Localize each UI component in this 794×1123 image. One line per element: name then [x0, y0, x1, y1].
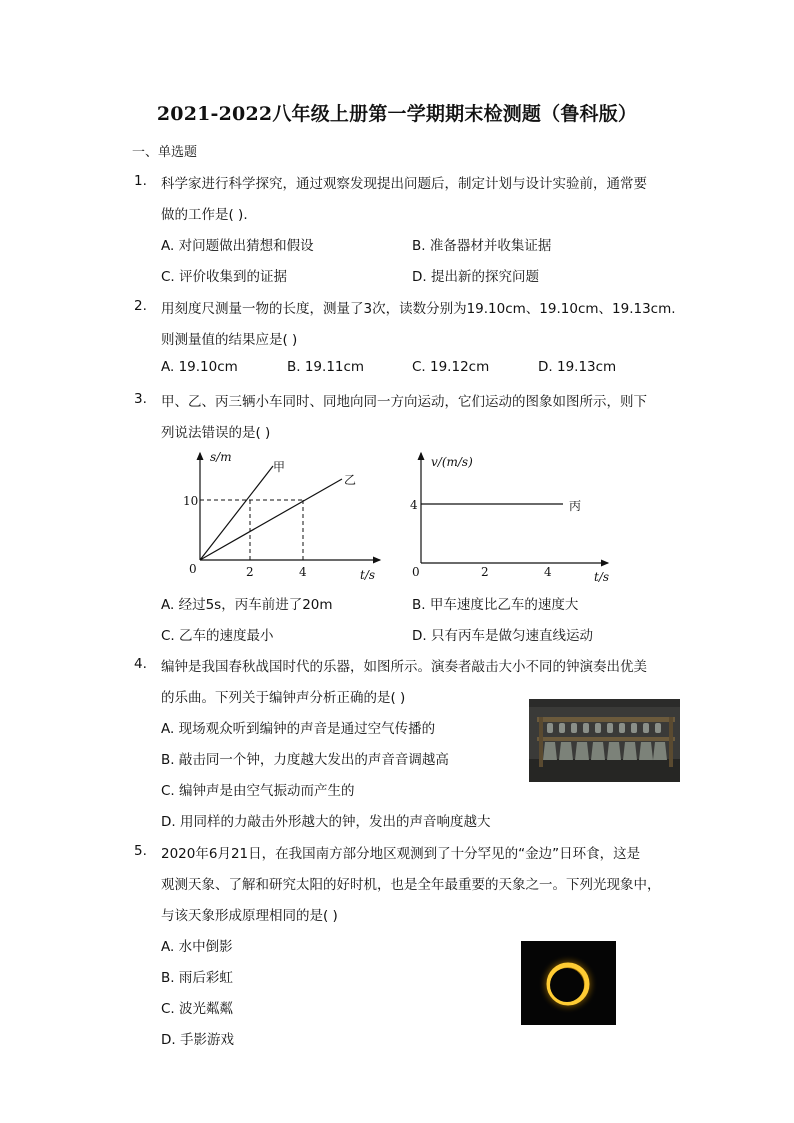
option-b: B. 敲击同一个钟，力度越大发出的声音音调越高 — [161, 752, 449, 768]
question-text: 科学家进行科学探究，通过观察发现提出问题后，制定计划与设计实验前，通常要 — [161, 176, 647, 192]
option-d: D. 手影游戏 — [161, 1032, 234, 1048]
origin-label: 0 — [189, 562, 197, 576]
annular-eclipse-photo — [521, 941, 616, 1025]
bells-illustration — [529, 699, 680, 782]
question-number: 1. — [134, 173, 147, 189]
question-text: 2020年6月21日，在我国南方部分地区观测到了十分罕见的“金边”日环食，这是 — [161, 846, 641, 862]
question-text: 与该天象形成原理相同的是( ) — [161, 908, 338, 924]
option-c: C. 评价收集到的证据 — [161, 269, 288, 285]
question-text: 列说法错误的是( ) — [161, 425, 271, 441]
option-b: B. 准备器材并收集证据 — [412, 238, 552, 254]
question-text: 观测天象、了解和研究太阳的好时机，也是全年最重要的天象之一。下列光现象中， — [161, 877, 661, 893]
line-yi — [200, 479, 342, 560]
x-tick: 4 — [299, 565, 307, 579]
option-c: C. 19.12cm — [412, 359, 490, 375]
option-a: A. 水中倒影 — [161, 939, 233, 955]
option-d: D. 19.13cm — [538, 359, 617, 375]
option-c: C. 编钟声是由空气振动而产生的 — [161, 783, 355, 799]
section-heading: 一、单选题 — [132, 145, 198, 160]
option-a: A. 现场观众听到编钟的声音是通过空气传播的 — [161, 721, 436, 737]
line-jia — [200, 466, 273, 560]
series-label-bing: 丙 — [569, 499, 582, 513]
option-d: D. 只有丙车是做匀速直线运动 — [412, 628, 593, 644]
y-tick: 4 — [410, 498, 418, 512]
origin-label: 0 — [412, 565, 420, 579]
x-tick: 2 — [246, 565, 254, 579]
option-d: D. 提出新的探究问题 — [412, 269, 539, 285]
eclipse-ring-illustration — [521, 941, 616, 1025]
y-axis-label: v/(m/s) — [431, 455, 473, 469]
option-a: A. 经过5s，丙车前进了20m — [161, 597, 333, 613]
page-title: 2021-2022八年级上册第一学期期末检测题（鲁科版） — [156, 103, 638, 125]
option-a: A. 19.10cm — [161, 359, 238, 375]
x-tick: 2 — [481, 565, 489, 579]
question-text: 做的工作是( ). — [161, 207, 248, 223]
question-number: 4. — [134, 656, 147, 672]
question-text: 编钟是我国春秋战国时代的乐器，如图所示。演奏者敲击大小不同的钟演奏出优美 — [161, 659, 647, 675]
x-axis-label: t/s — [360, 568, 376, 582]
x-axis-label: t/s — [594, 570, 610, 584]
x-tick: 4 — [544, 565, 552, 579]
option-b: B. 雨后彩虹 — [161, 970, 233, 986]
option-d: D. 用同样的力敲击外形越大的钟，发出的声音响度越大 — [161, 814, 491, 830]
option-b: B. 甲车速度比乙车的速度大 — [412, 597, 579, 613]
option-c: C. 乙车的速度最小 — [161, 628, 274, 644]
question-text: 甲、乙、丙三辆小车同时、同地向同一方向运动，它们运动的图象如图所示，则下 — [161, 394, 647, 410]
option-b: B. 19.11cm — [287, 359, 365, 375]
question-number: 2. — [134, 298, 147, 314]
vt-graph — [400, 445, 620, 585]
y-tick: 10 — [183, 494, 199, 508]
option-c: C. 波光粼粼 — [161, 1001, 234, 1017]
bianzhong-photo — [529, 699, 680, 782]
option-a: A. 对问题做出猜想和假设 — [161, 238, 314, 254]
y-axis-label: s/m — [210, 450, 232, 464]
question-text: 则测量值的结果应是( ) — [161, 332, 298, 348]
question-number: 5. — [134, 843, 147, 859]
st-graph — [180, 445, 395, 585]
question-text: 用刻度尺测量一物的长度，测量了3次，读数分别为19.10cm、19.10cm、19.13cm. — [161, 301, 676, 317]
question-number: 3. — [134, 391, 147, 407]
series-label-yi: 乙 — [344, 473, 357, 487]
series-label-jia: 甲 — [273, 460, 286, 474]
question-text: 的乐曲。下列关于编钟声分析正确的是( ) — [161, 690, 406, 706]
